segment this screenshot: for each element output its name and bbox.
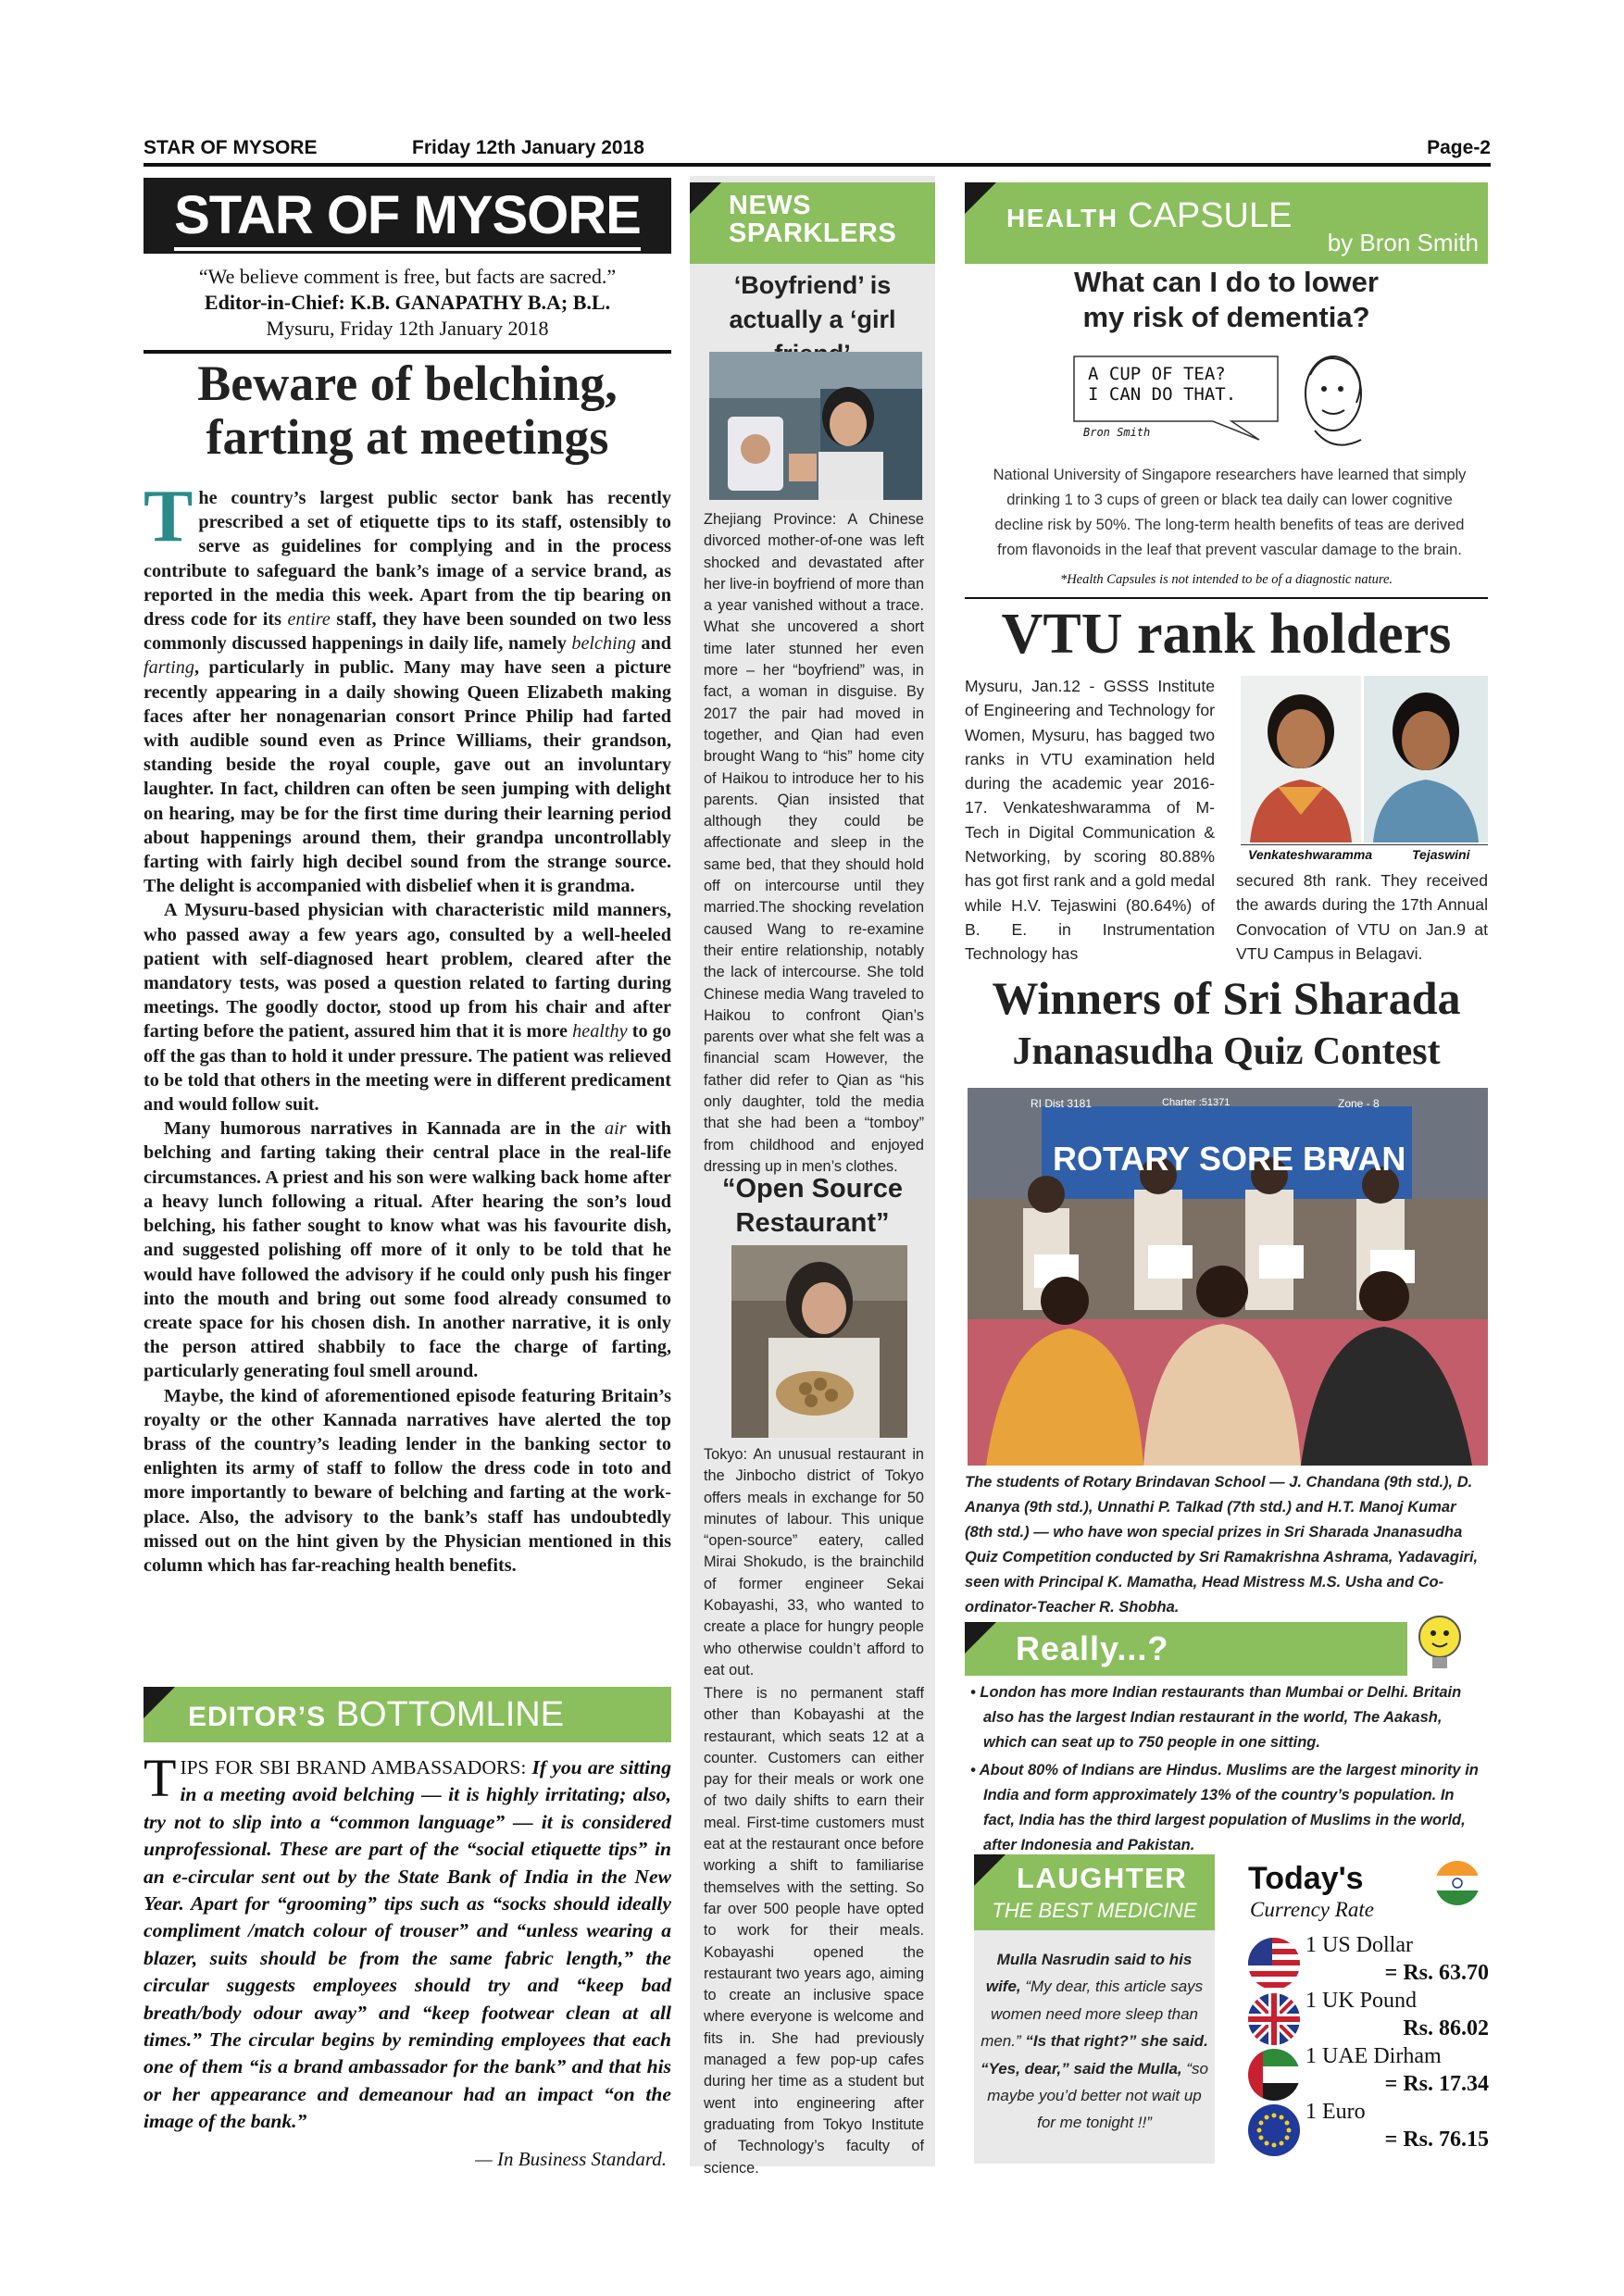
health-cartoon: [1046, 338, 1417, 458]
banner-corner: [965, 1622, 996, 1653]
banner-text: SORE BR: [1199, 1140, 1352, 1178]
winners-headline: [965, 970, 1488, 1078]
banner-word: EDITOR’S: [188, 1702, 327, 1732]
editorial-paragraph: [144, 1117, 671, 1383]
really-banner: [965, 1622, 1407, 1676]
news-photo-restaurant: [731, 1245, 907, 1438]
bottomline-banner: [144, 1687, 671, 1742]
editorial-headline: [144, 356, 671, 464]
banner-word: SPARKLERS: [729, 218, 897, 248]
health-question: [965, 265, 1488, 335]
title-line: “Open Source: [722, 1174, 903, 1204]
headline-line-2: farting at meetings: [206, 409, 609, 465]
uae-flag-icon: [1248, 2049, 1300, 2101]
question-line: What can I do to lower: [1074, 266, 1379, 298]
headline-line-1: Beware of belching,: [197, 356, 618, 411]
text-run: farting: [144, 657, 194, 679]
editorial-paragraph: Maybe, the kind of aforementioned episode featuring Britain’s royalty or the other Kannada narratives have alerted the top brass of the country’s leading lender in the banking sector to enlighten its army of staff to follow the dress code in toto and more importantly to beware of belching and farting at the work-place. Also, the advisory to the bank’s staff has undoubtedly missed out on the hint given by the Physician mentioned in this column which has far-reaching health benefits.: [144, 1385, 671, 1576]
banner-word: CAPSULE: [1128, 196, 1293, 235]
title-line: ‘Boyfriend’ is: [733, 271, 892, 299]
currency-name: 1 UK Pound: [1305, 1989, 1418, 2013]
currency-name: 1 UAE Dirham: [1305, 2044, 1442, 2068]
health-capsule-title: [1006, 195, 1292, 239]
banner-corner: [690, 182, 721, 214]
text-run: to go off the gas than to hold it under pressure. The patient was relieved to be told that others in the meeting were in different predicament and would follow suit.: [144, 1021, 671, 1116]
story-title: [690, 1172, 935, 1241]
text-run: healthy: [572, 1021, 628, 1042]
vtu-photo-1: [1241, 676, 1361, 842]
text-run: and: [635, 633, 671, 655]
speech-line: I CAN DO THAT.: [1088, 384, 1237, 405]
really-title: Really...?: [1016, 1629, 1169, 1667]
running-head-date: Friday 12th January 2018: [412, 137, 644, 158]
text-run: belching: [571, 633, 636, 655]
laughter-joke: [980, 1946, 1209, 2137]
vtu-headline: VTU rank holders: [1001, 603, 1452, 666]
text-run: “so maybe you’d better not wait up for me tonight !!”: [987, 2059, 1208, 2132]
uk-flag-icon: [1248, 1993, 1300, 2045]
text-run: Mulla Nasrudin said to his wife,: [985, 1951, 1193, 1996]
health-text: National University of Singapore researchers have learned that simply drinking 1 to 3 cups of green or black tea daily can lower cognitive decline risk by 50%. The long-term health benefits of teas are derived from flavonoids in the leaf that prevent vascular damage to the brain.: [993, 467, 1467, 558]
banner-corner: [965, 182, 996, 214]
news-sparklers-title: [729, 192, 896, 247]
editorial-paragraph: [144, 898, 671, 1117]
us-flag-icon: [1248, 1938, 1300, 1990]
byline: by Bron Smith: [1327, 229, 1479, 256]
text-run: , particularly in public. Many may have seen a picture recently appearing in a daily showing Queen Elizabeth making faces after her nonagenarian consort Prince Philip had farted with audible sound even as Prince Williams, their grandson, standing beside the royal couple, gave out an involuntary laughter. In fact, children can often be seen jumping with delight on hearing, may be for the first time during their learning period about happenings around them, their grandpa uncontrollably farting with fairly high decibel sound from the strange source. The delight is accompanied with disbelief when it is grandma.: [144, 657, 671, 897]
laughter-subtitle: THE BEST MEDICINE: [992, 1899, 1197, 1922]
photo-caption: Venkateshwaramma: [1248, 847, 1373, 862]
drop-cap: T: [144, 1748, 177, 1808]
list-item-text: London has more Indian restaurants than Mumbai or Delhi. Britain also has the largest Indian restaurant in the world, The Aakash, which can seat up to 750 people in one sitting.: [980, 1684, 1462, 1751]
eu-flag-icon: [1248, 2104, 1300, 2156]
masthead-title: STAR OF MYSORE: [174, 185, 641, 251]
text-run: staff, they have been sounded on two less commonly discussed happenings in daily life, namely: [144, 609, 671, 655]
text-run: entire: [287, 609, 331, 630]
title-line: Restaurant”: [735, 1208, 890, 1238]
list-item-text: About 80% of Indians are Hindus. Muslims are the largest minority in India and form approximately 13% of the country’s population. In fact, India has the third largest population of Muslims in the world, after Indonesia and Pakistan.: [979, 1762, 1479, 1853]
editor-in-chief: Editor-in-Chief: K.B. GANAPATHY B.A; B.L.: [204, 291, 611, 314]
india-flag-icon: [1435, 1861, 1480, 1905]
laughter-banner: [974, 1854, 1215, 1930]
bottomline-text: [144, 1748, 671, 2136]
editorial-paragraph: [144, 476, 671, 898]
currency-subtitle: Currency Rate: [1250, 1898, 1374, 1921]
masthead-info: [144, 264, 671, 342]
text-run: Many humorous narratives in Kannada are in the: [164, 1118, 606, 1140]
currency-value: = Rs. 63.70: [1384, 1961, 1489, 1985]
currency-value: Rs. 86.02: [1403, 2016, 1489, 2040]
banner-word: BOTTOMLINE: [335, 1695, 565, 1734]
currency-title: Today's: [1248, 1861, 1364, 1896]
banner-small-text: Charter :51371: [1162, 1097, 1230, 1108]
section-rule: [965, 597, 1488, 599]
text-run: “Is that right?” she said. “Yes, dear,” said the Mulla,: [981, 2032, 1208, 2078]
vtu-text: Mysuru, Jan.12 - GSSS Institute of Engineering and Technology for Women, Mysuru, has bagged two ranks in VTU examination held during the academic year 2016-17. Venkateshwaramma of M-Tech in Digital Communication & Networking, by scoring 80.88% has got first rank and a gold medal while H.V. Tejaswini (80.64%) of B. E. in Instrumentation Technology has: [965, 677, 1215, 964]
banner-word: NEWS: [729, 191, 811, 220]
source-credit: — In Business Standard.: [475, 2148, 667, 2170]
headline-line: Winners of Sri Sharada: [992, 972, 1461, 1024]
drop-cap: T: [144, 476, 194, 557]
list-item: • About 80% of Indians are Hindus. Muslims are the largest minority in India and form approximately 13% of the country’s population. In fact, India has the third largest population of Muslims in the world, after Indonesia and Pakistan.: [970, 1762, 1479, 1853]
cartoon-signature: Bron Smith: [1083, 426, 1151, 439]
text-run: “My dear, this article says women need more sleep than men.”: [981, 1978, 1204, 2051]
question-line: my risk of dementia?: [1082, 301, 1370, 333]
photo-caption: Tejaswini: [1412, 847, 1470, 862]
text-run: air: [605, 1118, 627, 1140]
text-run: with belching and farting taking their central place in the real-life circumstances. A priest and his son were walking back home after a heavy lunch following a ritual. After hearing the son’s loud belching, his father sought to know what was his favourite dish, and suggested polishing off more of it only to be told that he would have followed the advisory if he could only push his finger into the mouth and bring out some food already consumed to create space for his chosen dish. In another narrative, it is only the person attired shabbily to face the charge of farting, particularly generating foul smell around.: [144, 1118, 671, 1382]
headline-line: Jnanasudha Quiz Contest: [1012, 1030, 1441, 1073]
page-number: Page-2: [1427, 137, 1491, 158]
text-run: If you are sitting in a meeting avoid belching — it is highly irritating; also, try not to slip into a “common language” — it is considered unprofessional. These are part of the “social etiquette tips” in an e-circular sent out by the State Bank of India in the New Year. Apart for “grooming” tips such as “socks should ideally compliment /match colour of trouser” and “unless wearing a blazer, suits should be from the same fabric length,” the circular suggests employees should try and “keep bad breath/body odour away” and “keep footwear clean at all times.” The circular begins by reminding employees that each one of them “is a brand ambassador for the bank” and that his or her appearance and demeanour had an impact “on the image of the bank.”: [144, 1756, 671, 2133]
speech-line: A CUP OF TEA?: [1088, 364, 1226, 384]
winners-group-photo: [968, 1088, 1488, 1466]
story-text: Tokyo: An unusual restaurant in the Jinbocho district of Tokyo offers meals in exchange for 50 minutes of labour. This unique “open-source” eatery, called Mirai Shokudo, is the brainchild of former engineer Sekai Kobayashi, 33, who wanted to create a place for hungry people who otherwise couldn’t afford to eat out.: [704, 1446, 924, 1678]
banner-small-text: Zone - 8: [1338, 1097, 1380, 1110]
story-text: Zhejiang Province: A Chinese divorced mother-of-one was left shocked and devastated after her live-in boyfriend of more than a year vanished without a trace. What she uncovered a short time later stunned her even more – her “boyfriend” was, in fact, a woman in disguise. By 2017 the pair had moved in together, and Qian had even brought Wang to “his” home city of Haikou to introduce her to his parents. Qian insisted that although they could be affectionate and sleep in the same bed, that they should hold off on intercourse until they married.The shocking revelation caused Wang to re-examine their entire relationship, notably the lack of intercourse. She told Chinese media Wang traveled to Haikou to confront Qian’s parents over what she felt was a financial scam However, the father did refer to Qian as “his only daughter, told the media that she had been a “tomboy” from childhood and enjoyed dressing up in men’s clothes.: [704, 511, 925, 1175]
running-head-paper: STAR OF MYSORE: [144, 137, 318, 158]
header-rule: [144, 163, 1491, 167]
banner-word: HEALTH: [1006, 204, 1118, 232]
lightbulb-icon: [1412, 1611, 1468, 1676]
laughter-title: LAUGHTER: [1017, 1862, 1188, 1894]
masthead: [144, 178, 671, 254]
really-list: [965, 1680, 1488, 1862]
vtu-text: secured 8th rank. They received the awards during the 17th Annual Convocation of VTU on Jan.9 at VTU Campus in Belagavi.: [1236, 871, 1488, 963]
currency-value: = Rs. 17.34: [1384, 2072, 1489, 2096]
banner-corner: [974, 1854, 1006, 1886]
vtu-photo-captions: [1241, 844, 1488, 865]
news-sparklers-banner: [690, 182, 935, 264]
dateline: Mysuru, Friday 12th January 2018: [266, 317, 549, 340]
health-capsule-banner: [965, 182, 1488, 264]
health-disclaimer: *Health Capsules is not intended to be of a diagnostic nature.: [1059, 572, 1393, 587]
banner-text: ROTARY: [1053, 1140, 1190, 1178]
masthead-rule: [144, 350, 671, 354]
text-run: A Mysuru-based physician with characteristic mild manners, who passed away a few years ago, consulted by a well-heeled patient with self-diagnosed heart problem, cleared after the mandatory tests, was posed a question related to farting during meetings. The goodly doctor, stood up from his chair and after farting before the patient, assured him that it is more: [144, 900, 671, 1042]
bottomline-banner-text: [188, 1694, 564, 1738]
cartoon-speech: [1088, 364, 1236, 405]
currency-value: = Rs. 76.15: [1384, 2128, 1489, 2152]
list-item: • London has more Indian restaurants than Mumbai or Delhi. Britain also has the largest Indian restaurant in the world, The Aakash, which can seat up to 750 people in one sitting.: [970, 1684, 1462, 1751]
running-head: [144, 137, 1491, 165]
title-line: actually a ‘girl: [729, 306, 896, 333]
banner-small-text: RI Dist 3181: [1031, 1097, 1093, 1110]
banner-corner: [144, 1687, 175, 1718]
story-text: There is no permanent staff other than Kobayashi at the restaurant, which seats 12 at a counter. Customers can either pay for their meals or work one of two daily shifts to earn their meal. First-time customers must eat at the restaurant once before working a shift to familiarise themselves with the setting. So far over 500 people have opted to work for their meals. Kobayashi opened the restaurant two years ago, aiming to create an inclusive space where everyone is welcome and fits in. She had previously managed a few pop-up cafes during her time as a student but went into engineering after graduating from Tokyo Institute of Technology’s faculty of science.: [704, 1685, 924, 2177]
text-run: he country’s largest public sector bank has recently prescribed a set of etiquette tips to its staff, ostensibly to serve as guidelines for complying and in the process contribute to safeguard the bank’s image of a service brand, as reported in the media this week. Apart from the tip bearing on dress code for its: [144, 488, 671, 630]
motto: “We believe comment is free, but facts are sacred.”: [198, 265, 617, 288]
banner-text: VAN: [1338, 1140, 1406, 1178]
small-caps-lead: IPS FOR SBI BRAND AMBASSADORS:: [180, 1756, 527, 1778]
news-photo-selfie: [709, 352, 922, 500]
currency-name: 1 Euro: [1305, 2100, 1366, 2124]
editorial-body: [144, 476, 671, 1578]
currency-name: 1 US Dollar: [1305, 1933, 1413, 1957]
vtu-photo-2: [1364, 676, 1488, 842]
winners-caption: The students of Rotary Brindavan School — J. Chandana (9th std.), D. Ananya (9th std.), Unnathi P. Talkad (7th std.) and H.T. Manoj Kumar (8th std.) — who have won special prizes in Sri Sharada Jnanasudha Quiz Competition conducted by Sri Ramakrishna Ashrama, Yadavagiri, seen with Principal K. Mamatha, Head Mistress M.S. Usha and Co-ordinator-Teacher R. Shobha.: [965, 1474, 1479, 1616]
